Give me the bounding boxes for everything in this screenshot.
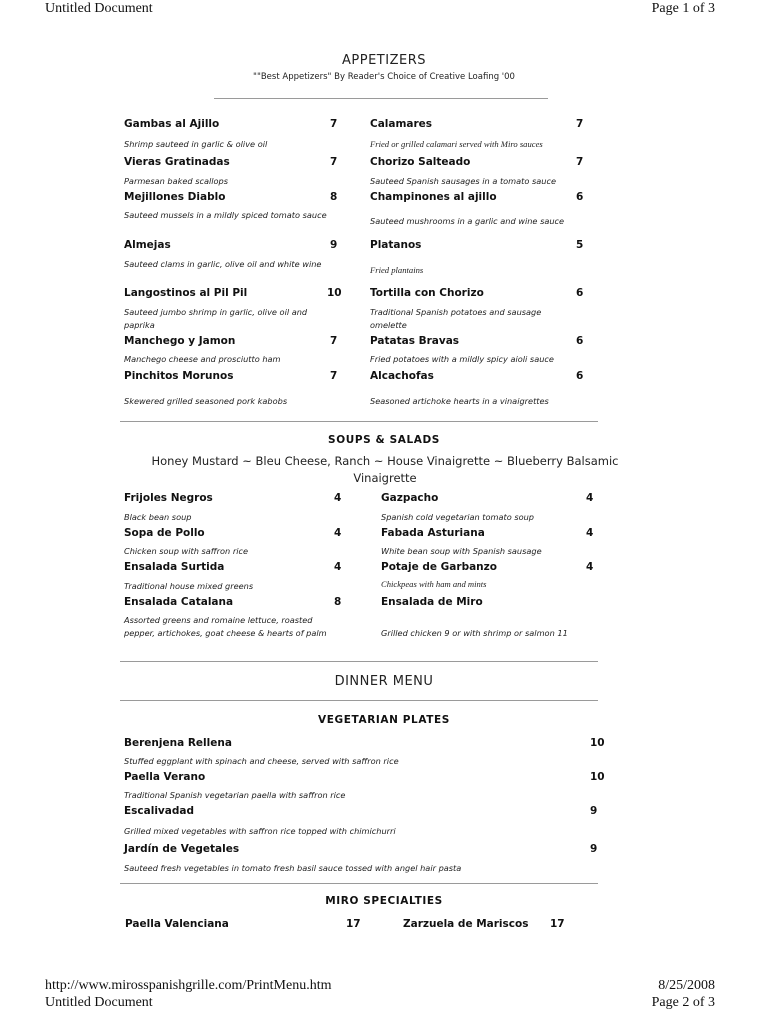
menu-item-name: Gambas al Ajillo bbox=[124, 118, 220, 130]
appetizers-title: APPETIZERS bbox=[342, 53, 426, 68]
dressings-list: Honey Mustard ~ Bleu Cheese, Ranch ~ House Vinaigrette ~ Blueberry Balsamic Vinaigrette bbox=[151, 454, 619, 485]
menu-item-price: 4 bbox=[586, 492, 594, 504]
menu-item-description: Sauteed jumbo shrimp in garlic, olive oil and paprika bbox=[124, 307, 308, 330]
menu-item-name: Sopa de Pollo bbox=[124, 527, 205, 539]
divider bbox=[120, 661, 598, 662]
divider bbox=[120, 883, 598, 884]
menu-item-description: Fried potatoes with a mildly spicy aioli sauce bbox=[370, 354, 554, 364]
menu-item-name: Vieras Gratinadas bbox=[124, 156, 230, 168]
menu-item-description: Chickpeas with ham and mints bbox=[381, 579, 487, 589]
dinner-menu-title: DINNER MENU bbox=[334, 674, 434, 689]
menu-item-name: Patatas Bravas bbox=[370, 335, 460, 347]
menu-item-name: Paella Valenciana bbox=[125, 918, 229, 930]
menu-item-description: Manchego cheese and prosciutto ham bbox=[124, 354, 281, 364]
footer-page-number: Page 2 of 3 bbox=[651, 995, 715, 1010]
menu-item-price: 4 bbox=[586, 527, 594, 539]
menu-item-description: Parmesan baked scallops bbox=[124, 176, 229, 186]
menu-item-name: Potaje de Garbanzo bbox=[381, 561, 497, 573]
menu-item-price: 6 bbox=[576, 287, 584, 299]
footer-url: http://www.mirosspanishgrille.com/PrintMenu.htm bbox=[45, 978, 332, 993]
menu-item-name: Chorizo Salteado bbox=[370, 156, 471, 168]
menu-item-price: 5 bbox=[576, 239, 584, 251]
menu-item-price: 10 bbox=[327, 287, 342, 299]
menu-item-name: Manchego y Jamon bbox=[124, 335, 236, 347]
menu-item-name: Tortilla con Chorizo bbox=[370, 287, 484, 299]
menu-item-name: Langostinos al Pil Pil bbox=[124, 287, 248, 299]
menu-item-price: 7 bbox=[330, 118, 338, 130]
header-doc-title: Untitled Document bbox=[45, 1, 153, 16]
menu-item-description: Seasoned artichoke hearts in a vinaigrettes bbox=[370, 396, 549, 406]
menu-item-description: Sauteed mussels in a mildly spiced tomato sauce bbox=[124, 210, 327, 220]
menu-item-name: Ensalada Surtida bbox=[124, 561, 225, 573]
menu-item-price: 6 bbox=[576, 335, 584, 347]
divider bbox=[120, 421, 598, 422]
header-page-number: Page 1 of 3 bbox=[651, 1, 715, 16]
menu-item-description: Shrimp sauteed in garlic & olive oil bbox=[124, 139, 268, 149]
menu-item-price: 4 bbox=[334, 492, 342, 504]
menu-item-name: Calamares bbox=[370, 118, 433, 130]
menu-item-price: 7 bbox=[330, 370, 338, 382]
menu-item-price: 9 bbox=[590, 843, 598, 855]
menu-item-name: Berenjena Rellena bbox=[124, 737, 232, 749]
menu-item-price: 7 bbox=[330, 156, 338, 168]
menu-item-name: Ensalada Catalana bbox=[124, 596, 234, 608]
print-footer bbox=[45, 977, 715, 1011]
appetizers-subtitle: ""Best Appetizers" By Reader's Choice of Creative Loafing '00 bbox=[253, 72, 515, 82]
footer-date: 8/25/2008 bbox=[658, 978, 715, 993]
menu-item-description: Grilled mixed vegetables with saffron rice topped with chimichurri bbox=[124, 826, 396, 836]
menu-item-name: Paella Verano bbox=[124, 771, 206, 783]
menu-item-price: 10 bbox=[590, 737, 605, 749]
menu-item-name: Platanos bbox=[370, 239, 422, 251]
menu-item-name: Champinones al ajillo bbox=[370, 191, 497, 203]
menu-item-name: Pinchitos Morunos bbox=[124, 370, 234, 382]
menu-item-price: 7 bbox=[576, 156, 584, 168]
footer-doc-title: Untitled Document bbox=[45, 995, 153, 1010]
menu-item-price: 10 bbox=[590, 771, 605, 783]
soups-salads-title: SOUPS & SALADS bbox=[328, 434, 440, 446]
menu-item-description: Traditional house mixed greens bbox=[124, 581, 254, 591]
vegetarian-plates-title: VEGETARIAN PLATES bbox=[318, 714, 450, 726]
menu-item-price: 8 bbox=[330, 191, 338, 203]
menu-item-description: Chicken soup with saffron rice bbox=[124, 546, 249, 556]
menu-item-price: 17 bbox=[550, 918, 565, 930]
divider bbox=[214, 98, 548, 99]
menu-item-price: 6 bbox=[576, 191, 584, 203]
menu-item-name: Almejas bbox=[124, 239, 171, 251]
menu-item-description: Sauteed fresh vegetables in tomato fresh basil sauce tossed with angel hair pasta bbox=[124, 863, 462, 873]
menu-item-description: Grilled chicken 9 or with shrimp or salmon 11 bbox=[381, 628, 568, 638]
menu-item-price: 9 bbox=[590, 805, 598, 817]
menu-item-description: Sauteed mushrooms in a garlic and wine sauce bbox=[370, 216, 565, 226]
menu-item-name: Ensalada de Miro bbox=[381, 596, 483, 608]
menu-item-description: Fried or grilled calamari served with Miro sauces bbox=[370, 139, 543, 149]
menu-item-description: Sauteed clams in garlic, olive oil and white wine bbox=[124, 259, 322, 269]
menu-item-name: Jardín de Vegetales bbox=[124, 843, 240, 855]
menu-item-description: Assorted greens and romaine lettuce, roasted pepper, artichokes, goat cheese & hearts of palm bbox=[124, 615, 327, 638]
menu-item-name: Escalivadad bbox=[124, 805, 194, 817]
menu-item-description: Traditional Spanish potatoes and sausage omelette bbox=[370, 307, 542, 330]
menu-item-description: White bean soup with Spanish sausage bbox=[381, 546, 542, 556]
divider bbox=[120, 700, 598, 701]
menu-item-description: Spanish cold vegetarian tomato soup bbox=[381, 512, 535, 522]
menu-item-price: 6 bbox=[576, 370, 584, 382]
menu-item-price: 8 bbox=[334, 596, 342, 608]
menu-item-name: Fabada Asturiana bbox=[381, 527, 485, 539]
menu-item-price: 7 bbox=[330, 335, 338, 347]
menu-item-description: Sauteed Spanish sausages in a tomato sauce bbox=[370, 176, 557, 186]
menu-item-description: Traditional Spanish vegetarian paella with saffron rice bbox=[124, 790, 346, 800]
menu-item-name: Zarzuela de Mariscos bbox=[403, 918, 529, 930]
menu-item-name: Mejillones Diablo bbox=[124, 191, 226, 203]
menu-item-name: Gazpacho bbox=[381, 492, 439, 504]
print-header bbox=[45, 0, 715, 17]
menu-item-price: 4 bbox=[586, 561, 594, 573]
menu-item-price: 9 bbox=[330, 239, 338, 251]
menu-item-description: Skewered grilled seasoned pork kabobs bbox=[124, 396, 288, 406]
menu-item-name: Frijoles Negros bbox=[124, 492, 213, 504]
miro-specialties-title: MIRO SPECIALTIES bbox=[325, 895, 443, 907]
menu-item-price: 7 bbox=[576, 118, 584, 130]
menu-item-name: Alcachofas bbox=[370, 370, 434, 382]
menu-item-description: Black bean soup bbox=[124, 512, 192, 522]
menu-item-price: 4 bbox=[334, 527, 342, 539]
menu-item-description: Fried plantains bbox=[370, 265, 424, 275]
menu-item-price: 4 bbox=[334, 561, 342, 573]
menu-item-price: 17 bbox=[346, 918, 361, 930]
menu-item-description: Stuffed eggplant with spinach and cheese, served with saffron rice bbox=[124, 756, 399, 766]
